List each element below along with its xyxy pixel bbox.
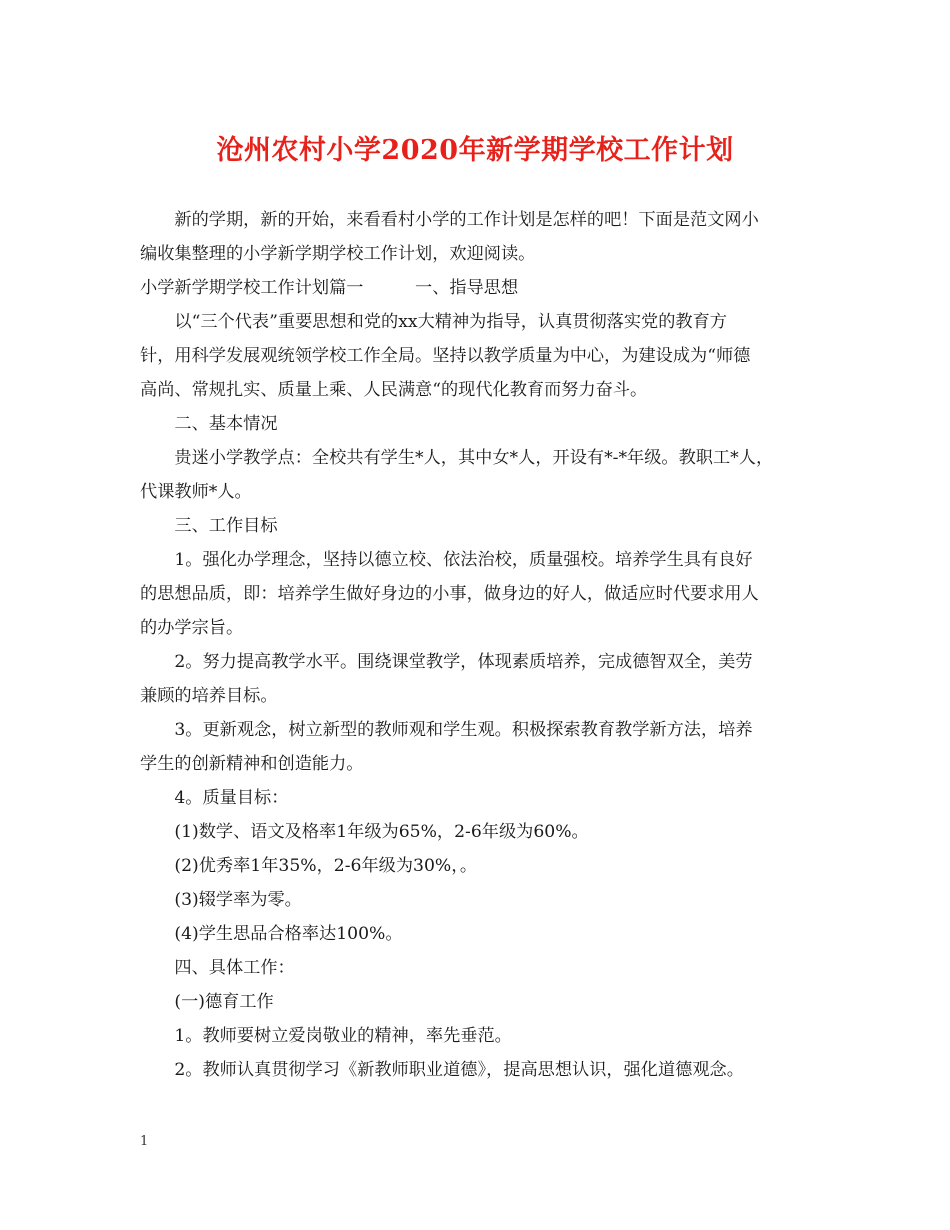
body-line: 2。努力提高教学水平。围绕课堂教学，体现素质培养，完成德智双全，美劳	[140, 652, 753, 672]
body-line: 四、具体工作：	[140, 958, 295, 978]
body-line: 小学新学期学校工作计划篇一 一、指导思想	[140, 278, 519, 298]
body-line: 3。更新观念，树立新型的教师观和学生观。积极探索教育教学新方法，培养	[140, 720, 753, 740]
page-number: 1	[140, 1134, 149, 1149]
body-line: 1。强化办学理念，坚持以德立校、依法治校，质量强校。培养学生具有良好	[140, 550, 753, 570]
body-line: 以“三个代表”重要思想和党的xx大精神为指导，认真贯彻落实党的教育方	[140, 312, 727, 332]
body-line: (3)辍学率为零。	[140, 890, 302, 910]
body-line: (2)优秀率1年35%，2-6年级为30%，。	[140, 856, 478, 876]
body-line: 的办学宗旨。	[140, 618, 244, 638]
body-line: (1)数学、语文及格率1年级为65%，2-6年级为60%。	[140, 822, 589, 842]
document-body	[140, 203, 820, 1087]
body-line: 的思想品质，即：培养学生做好身边的小事，做身边的好人，做适应时代要求用人	[140, 584, 759, 604]
body-line: 代课教师*人。	[140, 482, 252, 502]
body-line: (一)德育工作	[140, 992, 274, 1012]
body-line: 兼顾的培养目标。	[140, 686, 278, 706]
body-line: 针，用科学发展观统领学校工作全局。坚持以教学质量为中心，为建设成为“师德	[140, 346, 751, 366]
body-line: 学生的创新精神和创造能力。	[140, 754, 364, 774]
body-line: 2。教师认真贯彻学习《新教师职业道德》，提高思想认识，强化道德观念。	[140, 1060, 744, 1080]
body-line: 1。教师要树立爱岗敬业的精神，率先垂范。	[140, 1026, 512, 1046]
body-line: 二、基本情况	[140, 414, 278, 434]
document-title: 沧州农村小学2020年新学期学校工作计划	[216, 135, 734, 166]
body-line: 编收集整理的小学新学期学校工作计划，欢迎阅读。	[140, 244, 536, 264]
body-line: 三、工作目标	[140, 516, 278, 536]
body-line: 贵迷小学教学点：全校共有学生*人，其中女*人，开设有*-*年级。教职工*人，	[140, 448, 774, 468]
body-line: 4。质量目标：	[140, 788, 289, 808]
body-line: 新的学期，新的开始，来看看村小学的工作计划是怎样的吧！下面是范文网小	[140, 210, 759, 230]
body-line: 高尚、常规扎实、质量上乘、人民满意“的现代化教育而努力奋斗。	[140, 380, 648, 400]
body-line: (4)学生思品合格率达100%。	[140, 924, 403, 944]
